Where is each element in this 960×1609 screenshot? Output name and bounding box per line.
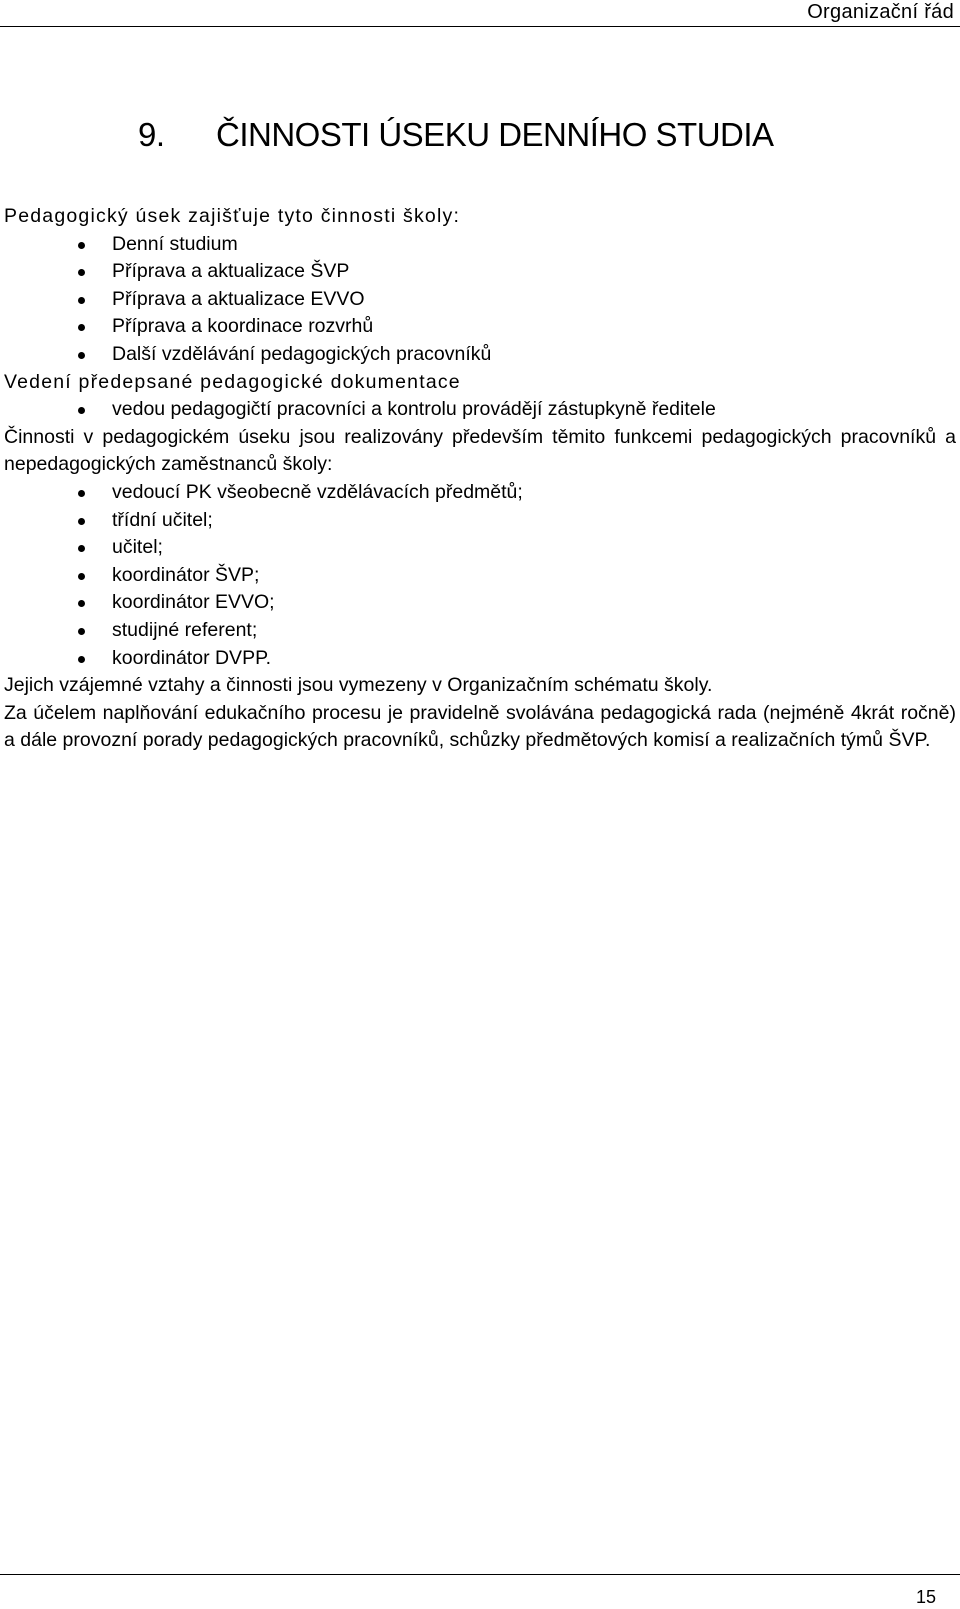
list-item: koordinátor DVPP.: [4, 645, 956, 673]
bullet-icon: [78, 600, 85, 607]
list-item: vedoucí PK všeobecně vzdělávacích předmětů;: [4, 479, 956, 507]
list-item: třídní učitel;: [4, 507, 956, 535]
bullet-icon: [78, 324, 85, 331]
functions-list: [4, 479, 956, 672]
chapter-number: 9.: [138, 116, 165, 153]
list-item: učitel;: [4, 534, 956, 562]
list-item: Příprava a koordinace rozvrhů: [4, 313, 956, 341]
documentation-list: [4, 396, 956, 424]
bullet-icon: [78, 545, 85, 552]
list-item: koordinátor EVVO;: [4, 589, 956, 617]
bullet-icon: [78, 269, 85, 276]
list-item: studijné referent;: [4, 617, 956, 645]
bullet-icon: [78, 518, 85, 525]
relations-paragraph: Jejich vzájemné vztahy a činnosti jsou vymezeny v Organizačním schématu školy.: [4, 674, 713, 697]
bullet-icon: [78, 297, 85, 304]
activities-list: [4, 231, 956, 369]
header-divider: [0, 26, 960, 27]
bullet-icon: [78, 407, 85, 414]
running-header-title: Organizační řád: [807, 1, 954, 23]
list-item: Příprava a aktualizace EVVO: [4, 286, 956, 314]
bullet-icon: [78, 242, 85, 249]
chapter-title: ČINNOSTI ÚSEKU DENNÍHO STUDIA: [216, 116, 774, 153]
documentation-heading: Vedení předepsané pedagogické dokumentace: [4, 370, 461, 393]
closing-paragraph: Za účelem naplňování edukačního procesu je pravidelně svolávána pedagogická rada (nejméně 4krát ročně) a dále provozní porady pedagogických pracovníků, schůzky předmětových komisí a realizačních týmů ŠVP.: [4, 701, 956, 752]
page-number: 15: [915, 1587, 936, 1607]
list-item: Denní studium: [4, 231, 956, 259]
footer-divider: [0, 1574, 960, 1575]
bullet-icon: [78, 352, 85, 359]
list-item: koordinátor ŠVP;: [4, 562, 956, 590]
document-body: [4, 203, 956, 755]
functions-intro-paragraph: Činnosti v pedagogickém úseku jsou realizovány především těmito funkcemi pedagogických pracovníků a nepedagogických zaměstnanců školy:: [4, 425, 956, 476]
list-item: Příprava a aktualizace ŠVP: [4, 258, 956, 286]
list-item: vedou pedagogičtí pracovníci a kontrolu provádějí zástupkyně ředitele: [4, 396, 956, 424]
bullet-icon: [78, 628, 85, 635]
list-item: Další vzdělávání pedagogických pracovníků: [4, 341, 956, 369]
intro-paragraph: Pedagogický úsek zajišťuje tyto činnosti školy:: [4, 205, 461, 227]
bullet-icon: [78, 490, 85, 497]
chapter-heading: [138, 116, 774, 154]
page-header: [0, 0, 960, 24]
bullet-icon: [78, 573, 85, 580]
bullet-icon: [78, 656, 85, 663]
